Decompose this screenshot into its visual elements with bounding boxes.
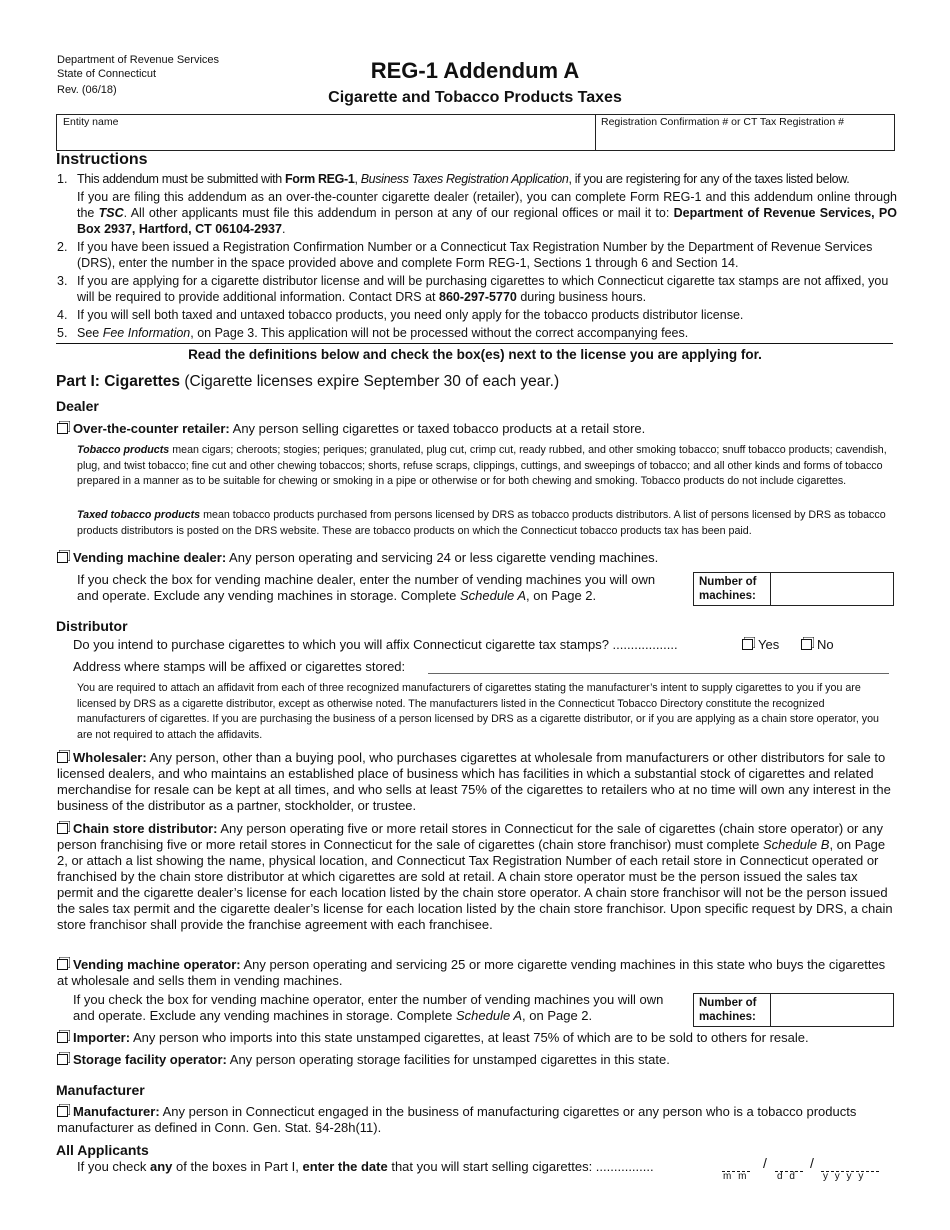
dealer-heading: Dealer <box>56 398 99 414</box>
storage-facility-checkbox[interactable] <box>57 1054 68 1065</box>
start-date-question: If you check any of the boxes in Part I, enter the date that you will start selling cigarettes: ................ <box>77 1159 654 1174</box>
vending-operator-option: Vending machine operator: Any person operating and servicing 25 or more cigarette vending machines in this state who buys the cigarettes at wholesale and sells them in vending machines. <box>57 957 886 988</box>
date-separator: / <box>810 1155 814 1171</box>
tobacco-products-definition: Tobacco products mean cigars; cheroots; stogies; periques; granulated, plug cut, crimp cut, ready rubbed, and other smoking tobacco; snuff tobacco products; cavendish, plug, and twist tobacco; fine cut and other chewing tobaccos; shorts, refuse scraps, clippings, cuttings, and sweepings of tobacco; and all other kinds and forms of tobacco prepared in a manner as to be suitable for chewing or smoking in a pipe or otherwise or for both chewing and smoking. Tobacco products do not include cigarettes. <box>77 444 887 487</box>
taxed-tobacco-definition: Taxed tobacco products mean tobacco products purchased from persons licensed by DRS as tobacco products distributors. A list of persons licensed by DRS as tobacco products distributors is posted on the DRS website. These are tobacco products on which the Connecticut tobacco products tax has been paid. <box>77 509 886 537</box>
page-subtitle: Cigarette and Tobacco Products Taxes <box>328 89 622 106</box>
distributor-heading: Distributor <box>56 618 128 634</box>
otc-retailer-checkbox[interactable] <box>57 423 68 434</box>
number-of-machines-label: Number of machines: <box>694 994 771 1026</box>
instruction-item-2: 2. If you have been issued a Registration Confirmation Number or a Connecticut Tax Registration Number by the Department of Revenue Services (DRS), enter the number in the space provided above and complete Form REG-1, Sections 1 through 6 and Section 14. <box>57 240 873 270</box>
stamps-yes-option: Yes <box>742 637 779 653</box>
state-name: State of Connecticut <box>57 68 157 80</box>
stamps-no-option: No <box>801 637 834 653</box>
affidavit-note: You are required to attach an affidavit from each of three recognized manufacturers of cigarettes stating the manufacturer’s intent to supply cigarettes to you if you are licensed by DRS as a cigarette distributor, except as otherwise noted. The manufacturers listed in the Connecticut Tobacco Directory constitute the recognized manufacturers of cigarettes. If you are purchasing the business of a person licensed by DRS as a cigarette distributor, or if you are applying as a chain store operator, you are not required to attach the affidavits. <box>77 682 879 741</box>
stamps-question: Do you intend to purchase cigarettes to which you will affix Connecticut cigarette tax stamps? .................. <box>73 637 678 652</box>
stamps-no-checkbox[interactable] <box>801 639 812 650</box>
instruction-item-4: 4. If you will sell both taxed and untaxed tobacco products, you need only apply for the tobacco products distributor license. <box>57 308 744 322</box>
divider <box>56 343 893 344</box>
manufacturer-checkbox[interactable] <box>57 1106 68 1117</box>
vending-operator-note: If you check the box for vending machine operator, enter the number of vending machines you will own and operate. Exclude any vending machines in storage. Complete Schedule A, on Page 2. <box>73 992 664 1023</box>
stamps-address-input[interactable] <box>428 673 889 674</box>
vending-operator-machines-box <box>693 993 894 1027</box>
page-title: REG-1 Addendum A <box>370 58 580 83</box>
registration-number-label: Registration Confirmation # or CT Tax Registration # <box>601 116 844 128</box>
vending-dealer-machines-box <box>693 572 894 606</box>
stamps-address-label: Address where stamps will be affixed or cigarettes stored: <box>73 659 406 674</box>
vending-dealer-note: If you check the box for vending machine dealer, enter the number of vending machines you will own and operate. Exclude any vending machines in storage. Complete Schedule A, on Page 2. <box>77 572 656 603</box>
read-definitions-note: Read the definitions below and check the box(es) next to the license you are applying for. <box>188 347 762 362</box>
importer-option: Importer: Any person who imports into this state unstamped cigarettes, at least 75% of which are to be sold to others for resale. <box>57 1030 897 1046</box>
date-month-hint: m m <box>723 1171 749 1182</box>
vending-dealer-option: Vending machine dealer: Any person operating and servicing 24 or less cigarette vending machines. <box>57 550 897 566</box>
instruction-item-1: 1. This addendum must be submitted with Form REG-1, Business Taxes Registration Application, if you are registering for any of the taxes listed below. If you are filing this addendum as an over-the-counter cigarette dealer (retailer), you can complete Form REG-1 and this addendum online through the TSC. All other applicants must file this addendum in person at any of our regional offices or mail it to: Department of Revenue Services, PO Box 2937, Hartford, CT 06104-2937. <box>57 172 897 236</box>
form-revision: Rev. (06/18) <box>57 84 117 96</box>
chain-store-option: Chain store distributor: Any person operating five or more retail stores in Connecticut for the sale of cigarettes (chain store operator) or any person franchising five or more retail stores in Connecticut for the sale of cigarettes (chain store franchisor) must complete Schedule B, on Page 2, or attach a list showing the name, physical location, and Connecticut Tax Registration Number of each retail store in Connecticut operated or franchised by the chain store distributor at which cigarettes are sold at retail. A chain store operator must be the person issued the sales tax permit and the cigarette dealer’s license for each location listed by the chain store operator. A chain store franchisor will not be the person issued the sales tax permit and the cigarette dealer’s license for each location listed by the chain store franchisor. Upon specific request by DRS, a chain store franchisor shall provide the franchise agreement with each franchisee. <box>57 821 893 932</box>
storage-facility-option: Storage facility operator: Any person operating storage facilities for unstamped cigarettes in this state. <box>57 1052 897 1068</box>
importer-checkbox[interactable] <box>57 1032 68 1043</box>
stamps-yes-checkbox[interactable] <box>742 639 753 650</box>
chain-store-checkbox[interactable] <box>57 823 68 834</box>
manufacturer-option: Manufacturer: Any person in Connecticut engaged in the business of manufacturing cigarettes or any person who is a tobacco products manufacturer as defined in Conn. Gen. Stat. §4-28h(11). <box>57 1104 857 1135</box>
instruction-item-3: 3. If you are applying for a cigarette distributor license and will be purchasing cigarettes to which Connecticut cigarette tax stamps are not affixed, you will be required to provide additional information. Contact DRS at 860-297-5770 during business hours. <box>57 274 889 304</box>
vending-dealer-checkbox[interactable] <box>57 552 68 563</box>
date-year-hint: y y y y <box>823 1171 866 1182</box>
number-of-machines-label: Number of machines: <box>694 573 771 605</box>
date-day-hint: d d <box>777 1171 797 1182</box>
vending-operator-checkbox[interactable] <box>57 959 68 970</box>
wholesaler-checkbox[interactable] <box>57 752 68 763</box>
entity-name-field[interactable] <box>57 115 596 150</box>
vending-dealer-machines-input[interactable] <box>771 573 893 605</box>
entity-name-label: Entity name <box>63 116 119 128</box>
all-applicants-heading: All Applicants <box>56 1142 149 1158</box>
wholesaler-option: Wholesaler: Any person, other than a buying pool, who purchases cigarettes at wholesale from manufacturers or other distributors for sale to licensed dealers, and who maintains an established place of business which has facilities in which a substantial stock of cigarettes and related merchandise for resale can be kept at all times, and who sells at least 75% of the cigarettes to retailers who at no time will own any interest in the business of the distributor as a partner, stockholder, or trustee. <box>57 750 891 813</box>
instructions-heading: Instructions <box>56 151 148 168</box>
manufacturer-heading: Manufacturer <box>56 1082 145 1098</box>
otc-retailer-option: Over-the-counter retailer: Any person selling cigarettes or taxed tobacco products at a retail store. <box>57 421 897 437</box>
instruction-item-5: 5. See Fee Information, on Page 3. This application will not be processed without the correct accompanying fees. <box>57 326 689 340</box>
registration-number-field[interactable] <box>596 115 894 150</box>
part1-heading: Part I: Cigarettes (Cigarette licenses expire September 30 of each year.) <box>56 373 560 390</box>
date-separator: / <box>763 1155 767 1171</box>
vending-operator-machines-input[interactable] <box>771 994 893 1026</box>
department-name: Department of Revenue Services <box>57 54 220 66</box>
entity-fields-box <box>56 114 895 151</box>
